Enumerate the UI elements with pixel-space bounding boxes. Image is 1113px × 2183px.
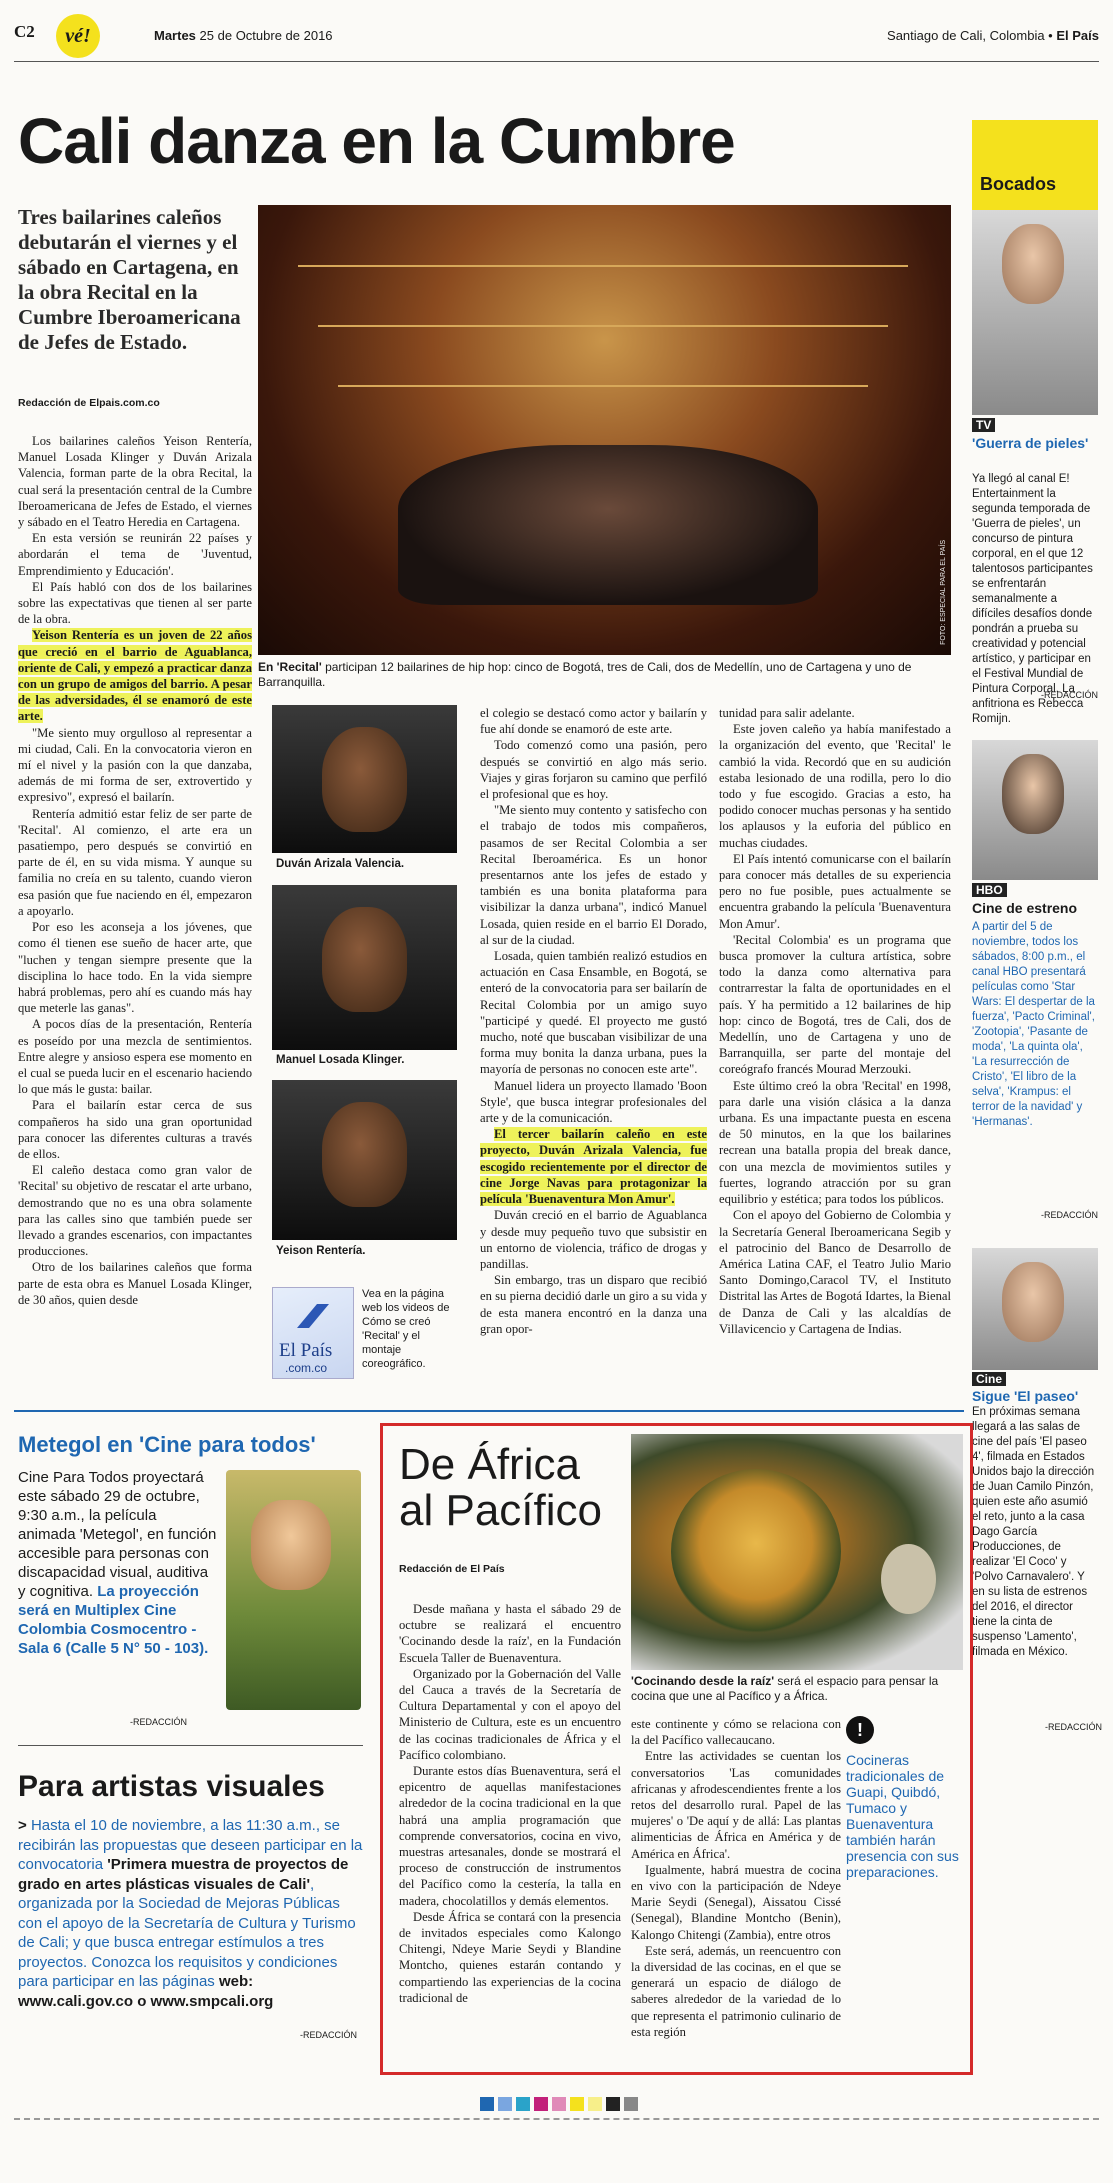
bocados-header: Bocados: [972, 120, 1098, 290]
sidebar-text: Ya llegó al canal E! Entertainment la segunda temporada de 'Guerra de pieles', un concurso de pintura corporal, en el que 12 talentosos participantes se enfrentarán semanalmente a difíciles desafíos donde pondrán a prueba su creatividad y potencial artístico, y participar en el Festival Mundial de Pintura Corporal. La anfitriona es Rebecca Romijn.: [972, 473, 1093, 725]
dish: [671, 1469, 841, 1634]
paragraph: Entre las actividades se cuentan los conversatorios 'Las comunidades africanas y afrodescendientes frente a los retos del desarrollo rural. Papel de las mujeres' o 'De aquí y de allá: Las plantas alimenticias de África en América y de América en África'.: [631, 1749, 841, 1861]
color-swatch: [588, 2097, 602, 2111]
sidebar-tag: Cine: [972, 1372, 1006, 1386]
portrait-manuel: [272, 885, 457, 1050]
color-swatch: [552, 2097, 566, 2111]
sidebar-photo-tv: [972, 210, 1098, 415]
paragraph: Organizado por la Gobernación del Valle del Cauca a través de la Secretaría de Cultura Departamental y con el apoyo del Ministerio de Cultura, este es un encuentro de las cocinas tradicionales de África y el Pacífico colombiano.: [399, 1666, 621, 1762]
page-number: C2: [14, 22, 35, 41]
info-icon: !: [846, 1716, 874, 1744]
sidebar-title: Cine de estreno: [972, 900, 1078, 916]
paragraph: Este será, además, un reencuentro con la diversidad de las cocinas, en el que se generará un espacio de diálogo de saberes alrededor de la variedad de lo que representa el patrimonio culinario de esta región: [631, 1943, 841, 2039]
paragraph: este continente y cómo se relaciona con la del Pacífico vallecaucano.: [631, 1717, 841, 1748]
paragraph: Durante estos días Buenaventura, será el epicentro de aquellas manifestaciones alrededor de la cocina tradicional en la que habrá una amplia programación que comprende conversatorios, cocina en vivo, muestras artesanales, donde se mostrará el proceso de construcción de instrumentos del Pacífico como la cestería, la talla en madera, chocolatillos y demás elementos.: [399, 1764, 621, 1908]
metegol-text: Cine Para Todos proyectará este sábado 29 de octubre, 9:30 a.m., la película animada 'Metegol', en función accesible para personas con discapacidad visual, auditiva y cognitiva. La proyección será en Multiplex Cine Colombia Cosmocentro - Sala 6 (Calle 5 N° 50 - 103).: [18, 1469, 217, 1657]
paragraph: Por eso les aconseja a los jóvenes, que como él tienen ese sueño de hacer arte, que "luchen y tengan siempre presente que la disciplina lo hace todo. En la vida siempre habrá problemas, pero ahí es cuando más hay que meterle las ganas".: [18, 920, 252, 1016]
color-swatch: [606, 2097, 620, 2111]
paragraph: Rentería admitió estar feliz de ser parte de 'Recital'. Al comienzo, el arte era un pasatiempo, pero después se convirtió en parte de él, en su vida misma. Y aunque su familia no creía en su talento, cuando vieron esa pasión que fue naciendo en él, empezaron a apoyarlo.: [18, 806, 252, 918]
portrait-caption: Duván Arizala Valencia.: [276, 858, 405, 870]
artistas-title: Para artistas visuales: [18, 1770, 325, 1803]
africa-column-2: [631, 1716, 841, 2040]
paragraph: Desde mañana y hasta el sábado 29 de octubre se realizará el encuentro 'Cocinando desde la raíz', en la Fundación Escuela Taller de Buenaventura.: [399, 1602, 621, 1665]
main-photo-theater: [258, 205, 951, 655]
issue-date: Martes 25 de Octubre de 2016: [154, 28, 333, 43]
africa-article-box: [380, 1423, 973, 2075]
africa-title: De África al Pacífico: [399, 1440, 602, 1535]
sidebar-photo-hbo: [972, 740, 1098, 880]
article-column-3: [480, 705, 707, 1337]
paragraph: Duván creció en el barrio de Aguablanca y desde muy pequeño tuvo que subsistir en un entorno de violencia, tráfico de drogas y pandillas.: [480, 1208, 707, 1271]
dancers-group: [398, 445, 818, 605]
highlighted-paragraph: Yeison Rentería es un joven de 22 años que creció en el barrio de Aguablanca, oriente de Cali, y empezó a practicar danza con un grupo de amigos del barrio. A pesar de las adversidades, él se enamoró de este arte.: [18, 628, 252, 724]
sidebar-credit: -REDACCIÓN: [1040, 1210, 1098, 1220]
article-headline: Cali danza en la Cumbre: [18, 105, 735, 177]
africa-food-photo: [631, 1434, 963, 1670]
color-swatch: [498, 2097, 512, 2111]
paragraph: 'Recital Colombia' es un programa que busca promover la cultura artística, sobre todo la danza como alternativa para contrarrestar la falta de oportunidades en el país. Y ha permitido a 12 bailarines de hip hop: cinco de Bogotá, tres de Cali, dos de Medellín, uno de Cartagena y uno de Barranquilla, ser parte del montaje del coreógrafo francés Mourad Merzouki.: [719, 932, 951, 1077]
article-byline: Redacción de Elpais.com.co: [18, 397, 160, 409]
paragraph: A pocos días de la presentación, Rentería es poseído por una mezcla de sentimientos. Entre alegre y ansioso espera ese momento en el cual se pueda lucir en el escenario haciendo lo que más le gusta: bailar.: [18, 1017, 252, 1097]
paragraph: En esta versión se reunirán 22 países y abordarán el tema de 'Juventud, Emprendimiento y Educación'.: [18, 531, 252, 578]
paragraph: Este joven caleño ya había manifestado a la organización del evento, que 'Recital' le cambió la vida. Recordó que en su audición estaba lesionado de una rodilla, pero lo dio todo y fue escogido. Gracias a esto, ha podido conocer muchas personas y ha sentido los aplausos y la euforia del público en muchas ciudades.: [719, 722, 951, 850]
artistas-credit: -REDACCIÓN: [300, 2030, 358, 2040]
sidebar-credit: -REDACCIÓN: [1040, 690, 1098, 700]
paragraph: Todo comenzó como una pasión, pero después se convirtió en algo más serio. Viajes y giras forjaron su camino que perfiló el profesional que es hoy.: [480, 738, 707, 802]
page-bottom-border: [14, 2118, 1099, 2120]
sidebar-tag: HBO: [972, 883, 1007, 897]
portrait-caption: Yeison Rentería.: [276, 1245, 366, 1257]
paragraph: "Me siento muy contento y satisfecho con el trabajo de todos mis compañeros, pasamos de ser Recital Colombia a ser Recital Iberoamérica. Es un honor presentarnos ante los jefes de estado y también es una bonita plataforma para visibilizar la danza urbana", indicó Manuel Losada, quien reside en el barrio El Dorado, al sur de la ciudad.: [480, 803, 707, 947]
portrait-yeison: [272, 1080, 457, 1240]
color-swatch: [480, 2097, 494, 2111]
paragraph: Con el apoyo del Gobierno de Colombia y la Secretaría General Iberoamericana Segib y el patrocinio del Banco de Desarrollo de América Latina CAF, el Teatro Julio Mario Santo Domingo,Caracol TV, el Instituto Distrital las Artes de Bogotá Idartes, la Bienal de Danza de Cali y las alcaldías de Villavicencio y Cartagena de Indias.: [719, 1208, 951, 1336]
portrait-duvan: [272, 705, 457, 853]
africa-caption: 'Cocinando desde la raíz' será el espacio para pensar la cocina que une al Pacífico y a África.: [631, 1674, 939, 1703]
paragraph: Sin embargo, tras un disparo que recibió en su pierna decidió darle un giro a su vida y de esta manera encontró en la danza una gran opor-: [480, 1273, 707, 1336]
article-column-4: [719, 705, 951, 1337]
highlighted-paragraph: El tercer bailarín caleño en este proyecto, Duván Arizala Valencia, fue escogido recientemente por el director de cine Jorge Navas para protagonizar la película 'Buenaventura Mon Amur'.: [480, 1127, 707, 1207]
paragraph: Desde África se contará con la presencia de invitados especiales como Kalongo Chitengi, Ndeye Marie Seydi y Blandine Montcho, quienes estarán contando y compartiendo las experiencias de la cocina tradicional de: [399, 1909, 621, 2005]
sidebar-title: Sigue 'El paseo': [972, 1388, 1079, 1404]
bocados-sidebar: [972, 80, 1098, 1420]
section-logo: vé!: [56, 14, 100, 58]
section-divider: [14, 1410, 964, 1412]
elpais-logo-icon: [293, 1296, 333, 1336]
sidebar-photo-cine: [972, 1248, 1098, 1370]
paragraph: tunidad para salir adelante.: [719, 706, 855, 720]
web-promo-text: Vea en la página web los videos de Cómo se creó 'Recital' y el montaje coreográfico.: [362, 1288, 450, 1370]
paragraph: Manuel lidera un proyecto llamado 'Boon Style', que busca integrar profesionales del arte y de la comunicación.: [480, 1078, 707, 1126]
portrait-caption: Manuel Losada Klinger.: [276, 1054, 405, 1066]
paragraph: "Me siento muy orgulloso al representar a mi ciudad, Cali. En la convocatoria vieron en mí el nivel y la pasión con la que danzaba, además de mi forma de ser, extrovertido y expresivo", expresó el bailarín.: [18, 725, 252, 805]
paragraph: Igualmente, habrá muestra de cocina en vivo con la participación de Ndeye Marie Seydi (Senegal), Aissatou Cissé (Senegal), Blandine Montcho (Benin), Kalongo Chitengi (Zambia), entre otros: [631, 1862, 841, 1942]
metegol-title: Metegol en 'Cine para todos': [18, 1432, 316, 1457]
africa-column-1: [399, 1601, 621, 2006]
divider: [18, 1745, 363, 1746]
elpais-logo[interactable]: El País .com.co: [272, 1287, 354, 1379]
artistas-text: > Hasta el 10 de noviembre, a las 11:30 a.m., se recibirán las propuestas que deseen participar en la convocatoria 'Primera muestra de proyectos de grado en artes plásticas visuales de Cali', organizada por la Sociedad de Mejoras Públicas con el apoyo de la Secretaría de Cultura y Turismo de Cali; y que busca entregar estímulos a tres proyectos. Conozca los requisitos y condiciones para participar en las páginas web: www.cali.gov.co o www.smpcali.org: [18, 1817, 363, 2010]
article-deck: Tres bailarines caleños debutarán el viernes y el sábado en Cartagena, en la obra Recital en la Cumbre Iberoamericana de Jefes de Estado.: [18, 205, 241, 354]
color-swatch: [624, 2097, 638, 2111]
color-swatch: [534, 2097, 548, 2111]
sidebar-title: 'Guerra de pieles': [972, 435, 1089, 451]
paragraph: Los bailarines caleños Yeison Rentería, Manuel Losada Klinger y Duván Arizala Valencia, forman parte de la obra Recital, la cual será la presentación central de la Cumbre Iberoamericana de Jefes de Estado, el viernes y sábado en el Teatro Heredia en Cartagena.: [18, 434, 252, 530]
sidebar-text: En próximas semana llegará a las salas de cine del país 'El paseo 4', filmada en Estados Unidos bajo la dirección de Juan Camilo Pinzón, quien este año asumió el reto, junto a la casa Dago García Producciones, de realizar 'El Coco' y 'Polvo Carnavalero'. Y en su lista de estrenos del 2016, el director tiene la cinta de suspenso 'Lamento', filmada en México.: [972, 1406, 1095, 1658]
photo-credit: FOTO: ESPECIAL PARA EL PAÍS: [940, 540, 947, 645]
paragraph: Losada, quien también realizó estudios en actuación en Casa Ensamble, en Bogotá, se enteró de la convocatoria para ser bailarín de Recital Colombia por un amigo suyo "participé y quedé. El proyecto me gustó mucho, noté que buscaban visibilizar de una forma muy bonita la danza urbana, pues la mayoría de personas no conocen este arte".: [480, 949, 707, 1077]
paragraph: El caleño destaca como gran valor de 'Recital' su objetivo de rescatar el arte urbano, demostrando que no es una obra solamente para las calles sino que también puede ser llevado a grandes escenarios, con impactantes producciones.: [18, 1163, 252, 1259]
color-swatch: [570, 2097, 584, 2111]
info-text: Cocineras tradicionales de Guapi, Quibdó, Tumaco y Buenaventura también harán presencia con sus preparaciones.: [846, 1752, 959, 1880]
web-promo: [272, 1287, 457, 1382]
bowl: [881, 1544, 936, 1614]
paragraph: El País habló con dos de los bailarines sobre las expectativas que tienen al ser parte de la obra.: [18, 579, 252, 627]
paragraph: Este último creó la obra 'Recital' en 1998, para darle una visión clásica a la danza urbana. Es una impactante puesta en escena de 50 minutos, en la que los bailarines recrean una batalla propia del break dance, con una mezcla de movimientos sutiles y fuertes, logrando atracción por su gran equilibrio y estética; para todos los públicos.: [719, 1078, 951, 1207]
color-swatch: [516, 2097, 530, 2111]
sidebar-text: A partir del 5 de noviembre, todos los sábados, 8:00 p.m., el canal HBO presentará películas como 'Star Wars: El despertar de la fuerza', 'Pacto Criminal', 'Zootopia', 'Pasante de moda', 'La quinta ola', 'La resurrección de Cristo', 'El libro de la selva', 'Krampus: el terror de la navidad' y 'Hermanas'.: [972, 921, 1095, 1128]
issue-location: Santiago de Cali, Colombia • El País: [887, 28, 1099, 43]
paragraph: Otro de los bailarines caleños que forma parte de esta obra es Manuel Losada Klinger, de 30 años, quien desde: [18, 1260, 252, 1307]
sidebar-tag: TV: [972, 418, 995, 432]
article-column-1: [18, 433, 252, 1308]
metegol-credit: -REDACCIÓN: [130, 1717, 188, 1727]
africa-byline: Redacción de El País: [399, 1563, 505, 1575]
main-photo-caption: En 'Recital' participan 12 bailarines de hip hop: cinco de Bogotá, tres de Cali, dos de Medellín, uno de Cartagena y uno de Barranquilla.: [258, 660, 912, 689]
paragraph: Para el bailarín estar cerca de sus compañeros ha sido una gran oportunidad para conocer las diferentes culturas a través de ellos.: [18, 1098, 252, 1161]
sidebar-credit: -REDACCIÓN: [1045, 1722, 1103, 1732]
print-color-bar: [480, 2097, 638, 2111]
metegol-illustration: [226, 1470, 361, 1710]
paragraph: El País intentó comunicarse con el bailarín para conocer más detalles de su experiencia pero no fue posible, pues actualmente se encuentra grabando la película 'Buenaventura Mon Amur'.: [719, 851, 951, 931]
paragraph: el colegio se destacó como actor y bailarín y fue ahí donde se enamoró de este arte.: [480, 706, 707, 737]
page-header: [14, 14, 1099, 62]
